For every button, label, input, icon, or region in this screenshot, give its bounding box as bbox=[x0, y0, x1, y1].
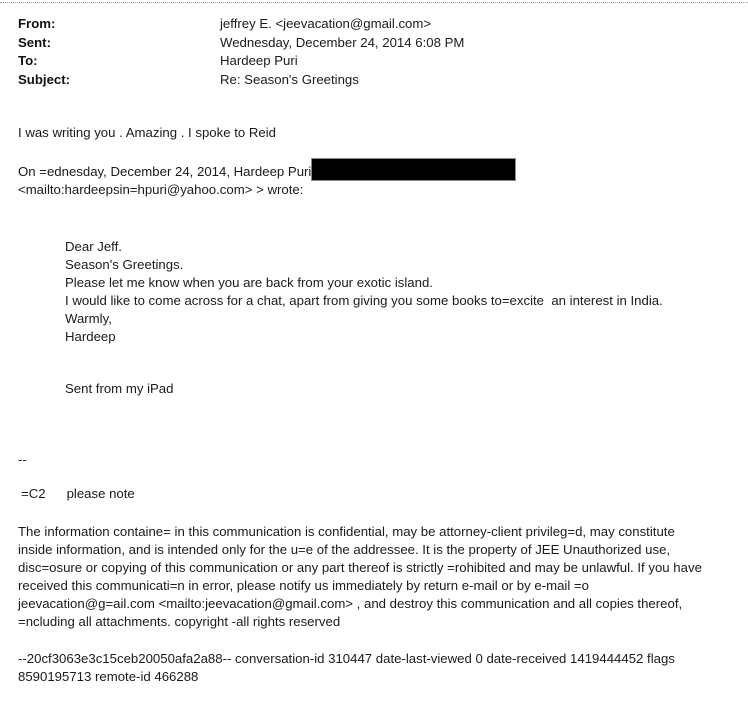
mime-metadata-block bbox=[18, 650, 740, 686]
header-label-subject: Subject: bbox=[18, 71, 71, 87]
quoted-line: Season's Greetings. bbox=[65, 257, 184, 272]
header-value-from: jeffrey E. <jeevacation@gmail.com> bbox=[220, 16, 432, 31]
quoted-message-block bbox=[18, 238, 740, 346]
disclaimer-line: inside information, and is intended only for the u=e of the addressee. It is the property of JEE Unauthorized use, bbox=[18, 542, 671, 557]
legal-disclaimer-block bbox=[18, 523, 740, 631]
note-row bbox=[18, 485, 740, 503]
quoted-line: Hardeep bbox=[65, 329, 116, 344]
quote-attribution-mailto-line: <mailto:hardeepsin=hpuri@yahoo.com> > wrote: bbox=[18, 182, 304, 197]
redaction-bar bbox=[311, 158, 516, 181]
mime-metadata-line: --20cf3063e3c15ceb20050afa2a88-- conversation-id 310447 date-last-viewed 0 date-received 1419444452 flags bbox=[18, 651, 675, 666]
header-row-to bbox=[18, 52, 740, 71]
quote-attribution-line bbox=[18, 158, 740, 181]
note-text: please note bbox=[66, 486, 135, 501]
mime-metadata-line: 8590195713 remote-id 466288 bbox=[18, 669, 199, 684]
quote-attribution-block bbox=[18, 158, 740, 199]
top-divider-line bbox=[0, 2, 748, 3]
header-label-sent: Sent: bbox=[18, 34, 51, 50]
header-row-subject bbox=[18, 71, 740, 90]
email-header-block bbox=[18, 0, 740, 89]
header-label-from: From: bbox=[18, 16, 56, 31]
signature-separator: -- bbox=[18, 452, 27, 467]
disclaimer-line: jeevacation@g=ail.com <mailto:jeevacation@gmail.com> , and destroy this communication and all copies thereof, bbox=[18, 596, 683, 611]
disclaimer-line: received this communicati=n in error, please notify us immediately by return e-mail or by e-mail =o bbox=[18, 578, 589, 593]
header-row-sent bbox=[18, 34, 740, 53]
quoted-line: Please let me know when you are back from your exotic island. bbox=[65, 275, 433, 290]
mobile-signature: Sent from my iPad bbox=[65, 381, 174, 396]
header-value-to: Hardeep Puri bbox=[220, 53, 298, 68]
quoted-line: I would like to come across for a chat, apart from giving you some books to=excite an interest in India. bbox=[65, 293, 663, 308]
header-value-subject: Re: Season's Greetings bbox=[220, 71, 359, 87]
header-label-to: To: bbox=[18, 53, 38, 68]
header-value-sent: Wednesday, December 24, 2014 6:08 PM bbox=[220, 34, 465, 50]
header-row-from bbox=[18, 15, 740, 34]
disclaimer-line: =ncluding all attachments. copyright -all rights reserved bbox=[18, 614, 341, 629]
quoted-line: Warmly, bbox=[65, 311, 112, 326]
note-code: =C2 bbox=[21, 486, 46, 501]
quote-attribution-text: On =ednesday, December 24, 2014, Hardeep Puri bbox=[18, 164, 312, 179]
quoted-line: Dear Jeff. bbox=[65, 239, 122, 254]
disclaimer-line: disc=osure or copying of this communication or any part thereof is strictly =rohibited and may be unlawful. If you have bbox=[18, 560, 702, 575]
body-intro-line: I was writing you . Amazing . I spoke to Reid bbox=[18, 125, 277, 140]
disclaimer-line: The information containe= in this communication is confidential, may be attorney-client privileg=d, may constitute bbox=[18, 524, 675, 539]
